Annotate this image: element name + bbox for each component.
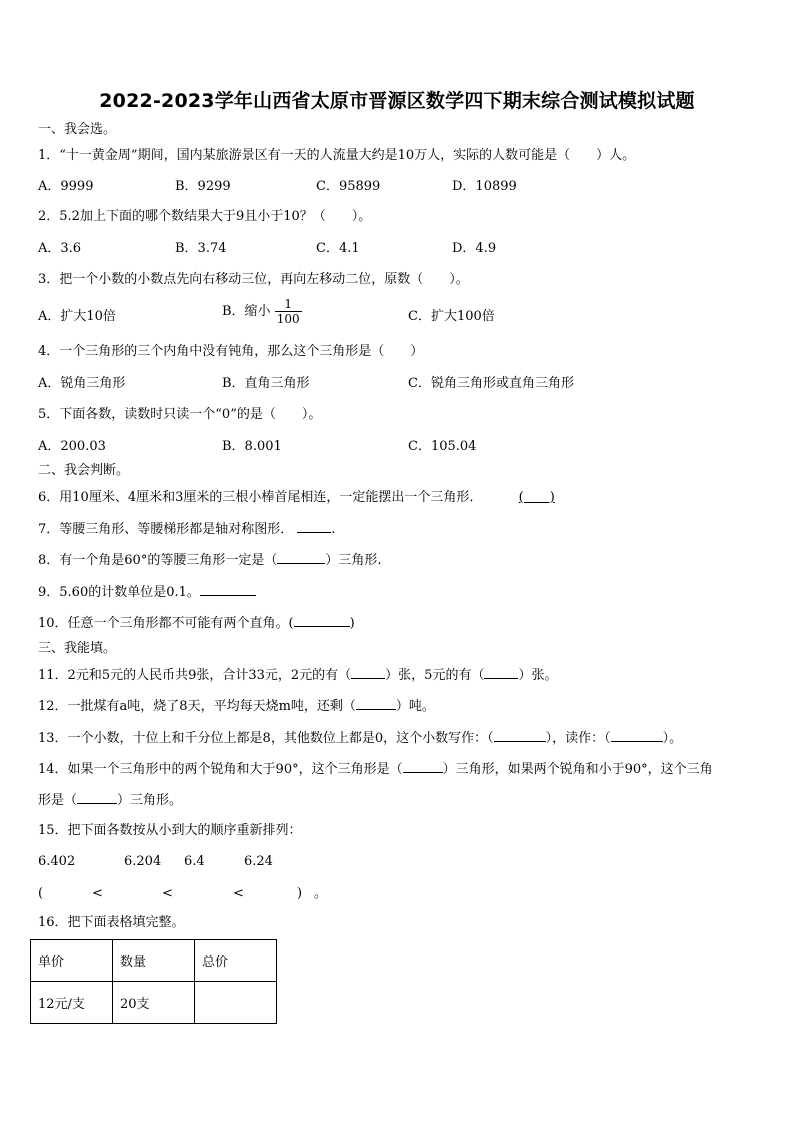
q15-number-3: 6.4 xyxy=(184,854,205,869)
question-11-blank-1 xyxy=(351,666,385,679)
question-11-blank-2 xyxy=(484,666,518,679)
q4-option-a: A．锐角三角形 xyxy=(38,376,126,391)
q15-number-4: 6.24 xyxy=(244,854,273,869)
question-11-part-2: ）张，5元的有（ xyxy=(385,668,485,683)
question-7-period: . xyxy=(331,522,336,537)
question-14-blank-1 xyxy=(403,760,443,773)
table-header-row xyxy=(31,940,277,982)
fraction-denominator: 100 xyxy=(276,312,300,326)
question-13-part-1: 13．一个小数，十位上和千分位上都是8，其他数位上都是0，这个小数写作：（ xyxy=(38,731,494,746)
q15-less-than-3: < xyxy=(233,886,244,901)
question-11-part-3: ）张。 xyxy=(518,668,558,683)
q2-option-b: B．3.74 xyxy=(175,241,227,256)
question-13-part-2: ），读作：（ xyxy=(545,731,611,746)
question-8-tail: ）三角形. xyxy=(325,553,382,568)
q15-number-1: 6.402 xyxy=(38,854,76,869)
question-12-part-1: 12．一批煤有a吨，烧了8天，平均每天烧m吨，还剩（ xyxy=(38,699,356,714)
q3-option-c: C．扩大100倍 xyxy=(408,309,495,324)
q15-open-paren: ( xyxy=(38,886,44,901)
q2-option-a: A．3.6 xyxy=(38,241,82,256)
table-cell-total xyxy=(195,982,277,1024)
question-8-answer-blank xyxy=(277,551,325,564)
question-14-blank-2 xyxy=(77,791,117,804)
question-14-line-1 xyxy=(38,760,713,779)
question-12-blank xyxy=(356,697,396,710)
q4-option-b: B．直角三角形 xyxy=(222,376,310,391)
q15-period: 。 xyxy=(314,886,328,901)
question-6-answer-blank: ( ) xyxy=(518,490,555,505)
question-7-text: 7．等腰三角形、等腰梯形都是轴对称图形． xyxy=(38,522,294,537)
table-row xyxy=(31,982,277,1024)
question-10-text: 10．任意一个三角形都不可能有两个直角。( xyxy=(38,616,294,631)
q3-option-b xyxy=(222,297,302,326)
question-3: 3．把一个小数的小数点先向右移动三位，再向左移动二位，原数（ ）。 xyxy=(38,272,469,287)
question-10-tail: ) xyxy=(349,616,355,631)
q2-option-c: C．4.1 xyxy=(316,241,360,256)
question-8 xyxy=(38,551,381,570)
question-5: 5．下面各数，读数时只读一个“0”的是（ ）。 xyxy=(38,407,322,422)
question-13-blank-2 xyxy=(611,729,663,742)
question-16: 16．把下面表格填完整。 xyxy=(38,915,185,930)
table-header-quantity: 数量 xyxy=(113,940,195,982)
table-header-unit-price: 单价 xyxy=(31,940,113,982)
q1-option-a: A．9999 xyxy=(38,179,94,194)
question-9 xyxy=(38,583,256,602)
question-7 xyxy=(38,520,336,539)
q1-option-d: D．10899 xyxy=(452,179,517,194)
question-13 xyxy=(38,729,682,748)
question-9-answer-blank xyxy=(200,583,256,596)
question-11 xyxy=(38,666,557,685)
question-10-answer-blank xyxy=(294,614,350,627)
question-14-part-4: ）三角形。 xyxy=(117,793,183,808)
q15-less-than-1: < xyxy=(92,886,103,901)
question-15: 15．把下面各数按从小到大的顺序重新排列： xyxy=(38,823,302,838)
q5-option-b: B．8.001 xyxy=(222,439,282,454)
q3-option-a: A．扩大10倍 xyxy=(38,309,116,324)
question-14-part-2: ）三角形，如果两个锐角和小于90°，这个三角 xyxy=(442,762,713,777)
question-14-line-2 xyxy=(38,791,182,810)
q1-option-c: C．95899 xyxy=(316,179,381,194)
question-7-answer-blank xyxy=(297,520,331,533)
fraction-one-hundredth xyxy=(275,297,302,326)
question-9-text: 9．5.60的计数单位是0.1。 xyxy=(38,585,200,600)
question-2: 2．5.2加上下面的哪个数结果大于9且小于10？（ ）。 xyxy=(38,209,372,224)
question-1: 1．“十一黄金周”期间，国内某旅游景区有一天的人流量大约是10万人，实际的人数可能是（ ）人。 xyxy=(38,148,636,163)
question-13-part-3: ）。 xyxy=(662,731,683,746)
q15-number-2: 6.204 xyxy=(124,854,162,869)
question-12-part-2: ）吨。 xyxy=(395,699,435,714)
question-6 xyxy=(38,489,555,507)
question-14-part-3: 形是（ xyxy=(38,793,78,808)
question-12 xyxy=(38,697,435,716)
page-title: 2022-2023学年山西省太原市晋源区数学四下期末综合测试模拟试题 xyxy=(99,90,695,112)
q2-option-d: D．4.9 xyxy=(452,241,497,256)
q4-option-c: C．锐角三角形或直角三角形 xyxy=(408,376,574,391)
q1-option-b: B．9299 xyxy=(175,179,231,194)
question-13-blank-1 xyxy=(494,729,546,742)
q15-less-than-2: < xyxy=(162,886,173,901)
table-header-total: 总价 xyxy=(195,940,277,982)
q3-option-b-label: B．缩小 xyxy=(222,304,271,319)
question-10 xyxy=(38,614,355,633)
question-6-text: 6．用10厘米、4厘米和3厘米的三根小棒首尾相连，一定能摆出一个三角形． xyxy=(38,490,483,505)
q5-option-c: C．105.04 xyxy=(408,439,477,454)
question-4: 4．一个三角形的三个内角中没有钝角，那么这个三角形是（ ） xyxy=(38,344,424,359)
question-14-part-1: 14．如果一个三角形中的两个锐角和大于90°，这个三角形是（ xyxy=(38,762,403,777)
price-table xyxy=(30,939,277,1024)
q5-option-a: A．200.03 xyxy=(38,439,106,454)
question-8-text: 8．有一个角是60°的等腰三角形一定是（ xyxy=(38,553,278,568)
table-cell-quantity: 20支 xyxy=(113,982,195,1024)
section-heading-choose: 一、我会选。 xyxy=(38,122,117,137)
question-11-part-1: 11．2元和5元的人民币共9张，合计33元，2元的有（ xyxy=(38,668,352,683)
section-heading-fill: 三、我能填。 xyxy=(38,641,117,656)
table-cell-unit-price: 12元/支 xyxy=(31,982,113,1024)
fraction-numerator: 1 xyxy=(284,297,292,311)
q15-close-paren: ) xyxy=(297,886,303,901)
section-heading-judge: 二、我会判断。 xyxy=(38,463,130,478)
